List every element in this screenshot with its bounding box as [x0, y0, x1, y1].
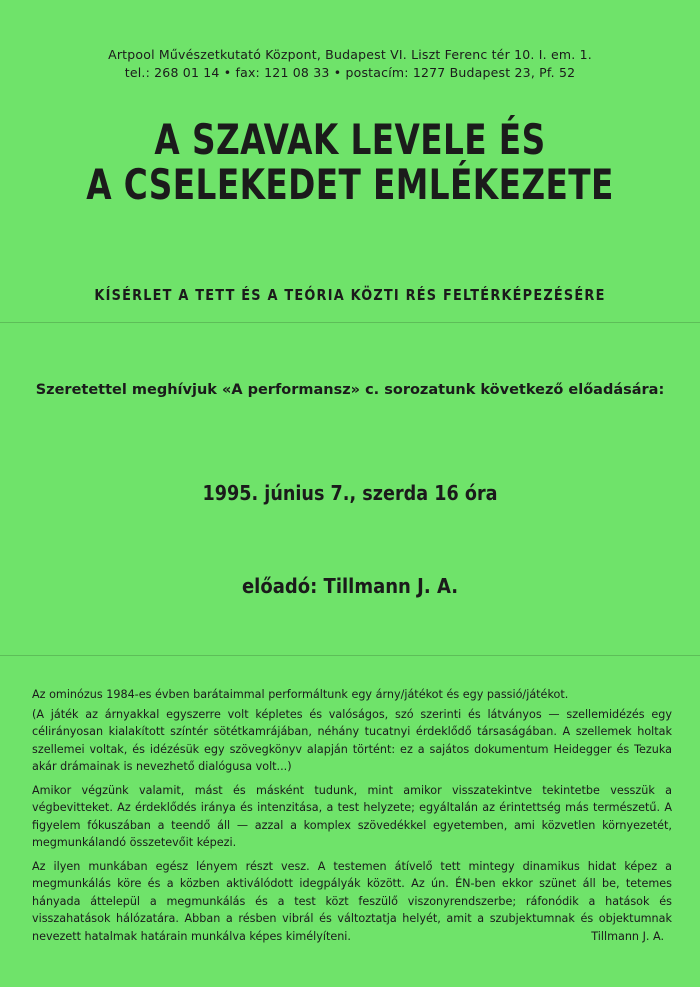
body-paragraph-1: Az ominózus 1984-es évben barátaimmal performáltunk egy árny/játékot és egy passió/játékot.: [32, 688, 569, 701]
title-line-1: A SZAVAK LEVELE ÉS: [154, 115, 546, 164]
body-text: [32, 686, 672, 951]
author-signature: Tillmann J. A.: [591, 929, 664, 943]
poster-title: [77, 115, 623, 209]
title-line-2: A CSELEKEDET EMLÉKEZETE: [86, 160, 614, 209]
poster-subtitle: KÍSÉRLET A TETT ÉS A TEÓRIA KÖZTI RÉS FELTÉRKÉPEZÉSÉRE: [94, 286, 606, 304]
paper-fold-line: [0, 655, 700, 656]
paper-fold-line: [0, 322, 700, 323]
invitation-text: Szeretettel meghívjuk «A performansz» c. sorozatunk következő előadására:: [35, 382, 665, 398]
body-paragraph-4: [32, 858, 672, 946]
organization-header: [0, 46, 700, 82]
event-date: 1995. június 7., szerda 16 óra: [202, 481, 498, 505]
body-paragraph-3: Amikor végzünk valamit, mást és másként tudunk, mint amikor visszatekintve tekintetbe vesszük a végbevitteket. Az érdeklődés iránya és intenzitása, a test helyzete; egyáltalán az érintettség más természetű. A figyelem fókuszában a teendő áll — azzal a komplex szövedékkel egyetemben, ami közvetlen környezetét, megmunkálandó összetevőit képezi.: [32, 783, 672, 849]
speaker-line: előadó: Tillmann J. A.: [241, 574, 459, 598]
contact-line: tel.: 268 01 14 • fax: 121 08 33 • postacím: 1277 Budapest 23, Pf. 52: [124, 65, 576, 80]
address-line: Artpool Művészetkutató Központ, Budapest VI. Liszt Ferenc tér 10. I. em. 1.: [108, 47, 592, 62]
body-paragraph-2: (A játék az árnyakkal egyszerre volt képletes és valóságos, szó szerinti és látványos — szellemidézés egy célirányosan kialakított színtér sötétkamrájában, néhány tucatnyi érdeklődő társaságában. A szellemek holtak szellemei voltak, és idézésük egy szövegkönyv alapján történt: ez a sajátos dokumentum Heidegger és Tezuka akár drámainak is nevezhető dialógusa volt...): [32, 707, 672, 773]
body-paragraph-4-text: Az ilyen munkában egész lényem részt vesz. A testemen átívelő tett mintegy dinamikus hidat képez a megmunkálás köre és a közben aktiválódott idegpályák között. Az ún. ÉN-ben ekkor szünet áll be, tetemes hányada áttelepül a megmunkálás és a test közt feszülő viszonyrendszerbe; ráfonódik a hatások és visszahatások hálózatára. Abban a résben vibrál és változtatja helyét, amit a szubjektumnak és objektumnak nevezett hatalmak határain munkálva képes kimélyíteni.: [32, 859, 672, 943]
